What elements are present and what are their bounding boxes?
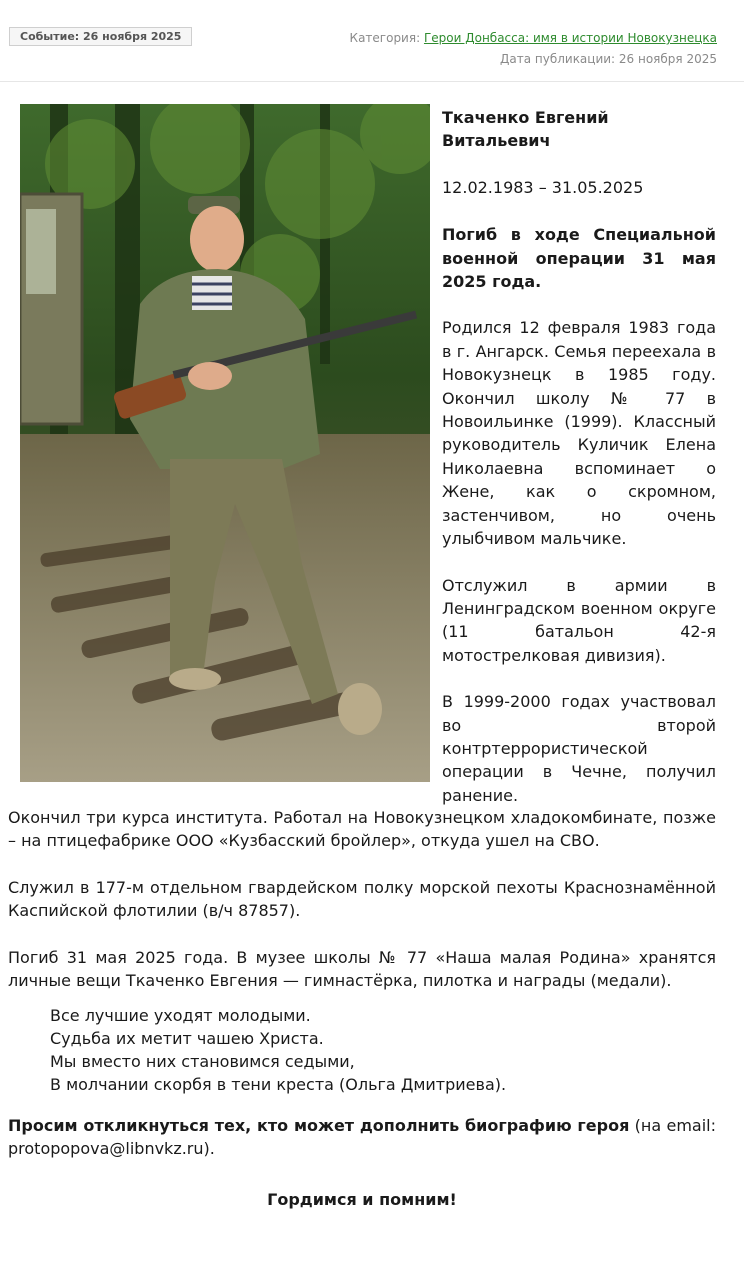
divider: [0, 81, 744, 82]
appeal: [8, 1114, 716, 1160]
hero-name: Ткаченко Евгений Витальевич: [442, 108, 609, 151]
bio-paragraph-5: Служил в 177-м отдельном гвардейском полку морской пехоты Краснознамённой Каспийской флотилии (в/ч 87857).: [8, 878, 716, 920]
hero-death-statement: Погиб в ходе Специальной военной операции 31 мая 2025 года.: [442, 225, 716, 292]
appeal-contact: (на email: protopopova@libnvkz.ru).: [8, 1116, 716, 1158]
category-label: Категория:: [349, 31, 421, 45]
article-meta: [350, 28, 717, 70]
hero-photo: [20, 104, 430, 782]
category-link[interactable]: Герои Донбасса: имя в истории Новокузнецка: [423, 31, 717, 45]
bio-paragraph-3: В 1999-2000 годах участвовал во второй контртеррористической операции в Чечне, получил ранение.: [442, 692, 716, 805]
hero-sidebar-text: [442, 106, 716, 807]
poem-line: В молчании скорбя в тени креста (Ольга Дмитриева).: [50, 1075, 507, 1094]
bio-paragraph-2: Отслужил в армии в Ленинградском военном округе (11 батальон 42-я мотострелковая дивизия).: [442, 575, 716, 665]
poem-line: Судьба их метит чашею Христа.: [50, 1029, 324, 1048]
poem-line: Мы вместо них становимся седыми,: [50, 1052, 355, 1071]
poem-line: Все лучшие уходят молодыми.: [50, 1006, 311, 1025]
appeal-bold: Просим откликнуться тех, кто может дополнить биографию героя: [8, 1116, 630, 1135]
publication-date: Дата публикации: 26 ноября 2025: [499, 52, 717, 66]
poem: [8, 1004, 716, 1096]
hero-dates: 12.02.1983 – 31.05.2025: [442, 177, 644, 197]
closing-line: Гордимся и помним!: [267, 1190, 457, 1209]
bio-paragraph-1: Родился 12 февраля 1983 года в г. Ангарск. Семья переехала в Новокузнецк в 1985 году. Окончил школу № 77 в Новоильинке (1999). Классный руководитель Куличик Елена Николаевна вспоминает о Жене, как о скромном, застенчивом, но очень улыбчивом мальчике.: [442, 318, 716, 549]
bio-paragraph-4: Окончил три курса института. Работал на Новокузнецком хладокомбинате, позже – на птицефабрике ООО «Кузбасский бройлер», откуда ушел на СВО.: [8, 808, 716, 850]
event-date-badge: Событие: 26 ноября 2025: [9, 27, 192, 46]
article-body: [8, 806, 716, 1211]
category-line: [350, 28, 717, 49]
bio-paragraph-6: Погиб 31 мая 2025 года. В музее школы № 77 «Наша малая Родина» хранятся личные вещи Ткаченко Евгения — гимнастёрка, пилотка и награды (медали).: [8, 948, 716, 990]
